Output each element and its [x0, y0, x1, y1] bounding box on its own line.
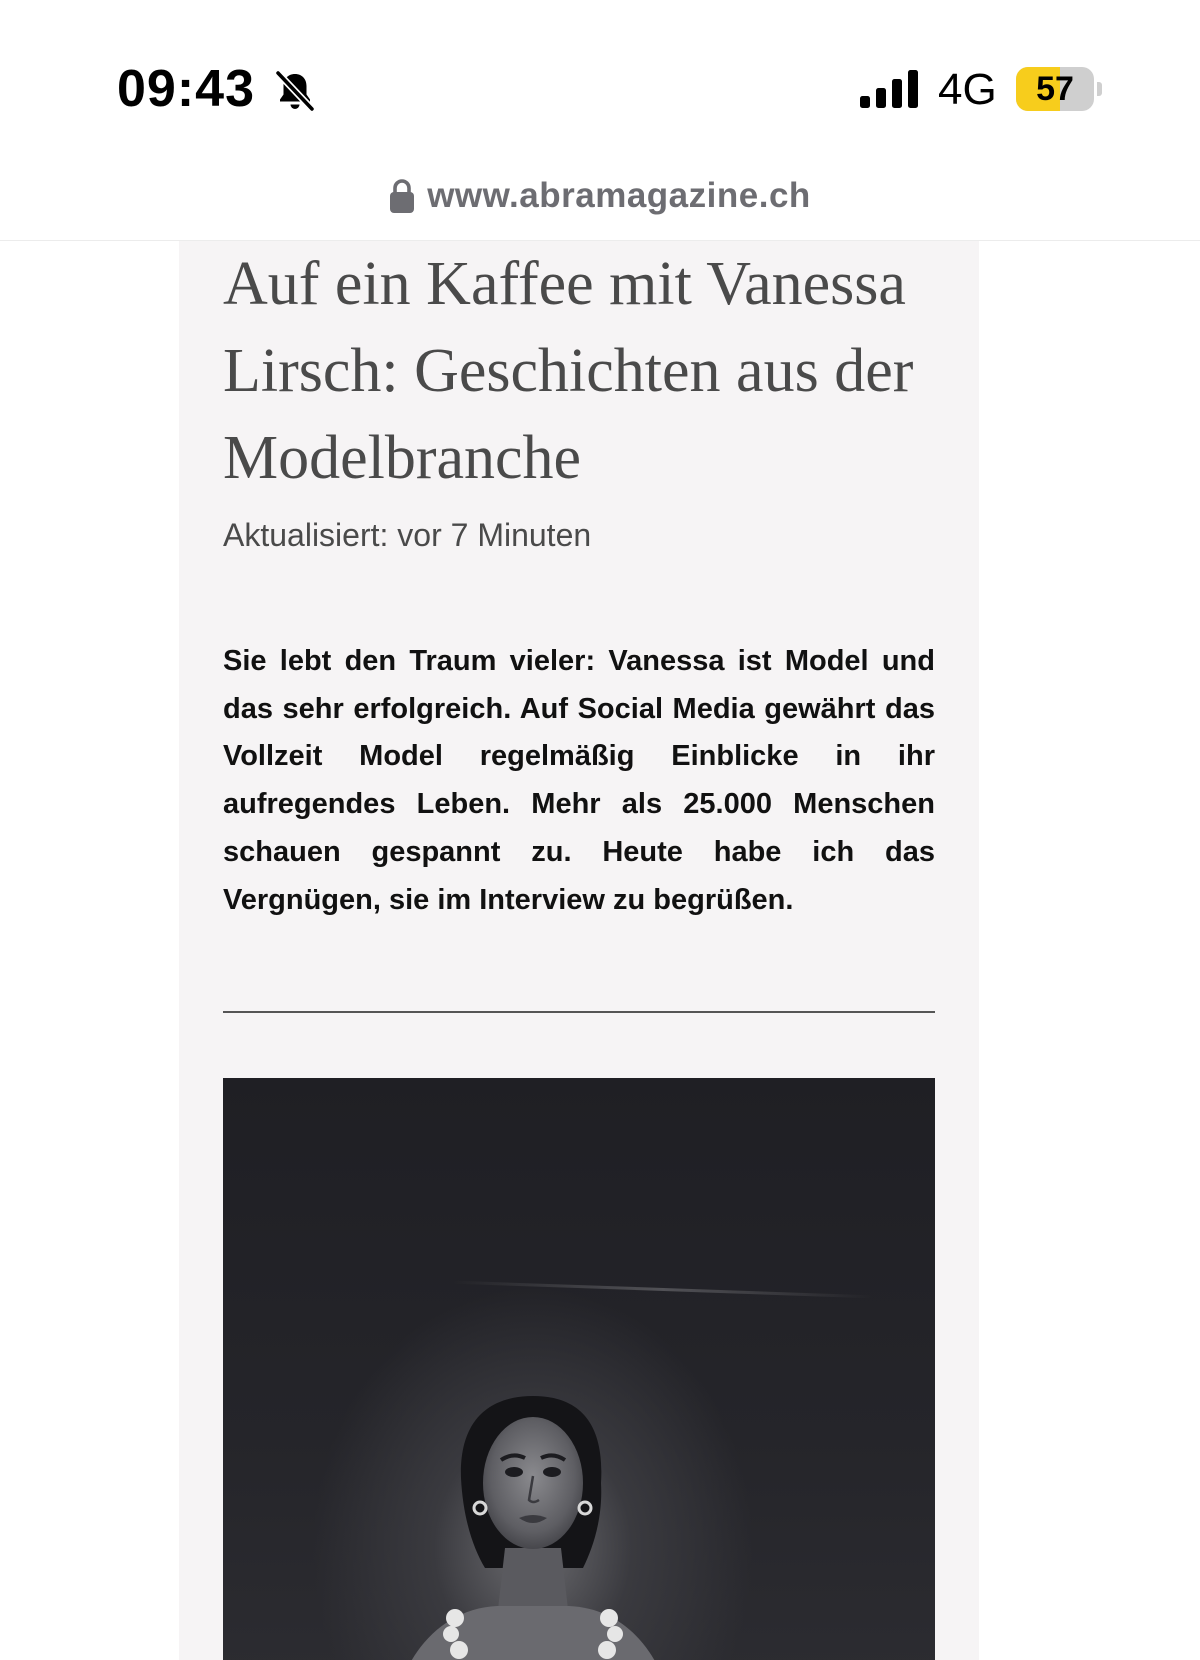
updated-timestamp: Aktualisiert: vor 7 Minuten — [223, 517, 592, 553]
address-bar-content[interactable] — [389, 176, 811, 216]
battery-indicator — [1016, 67, 1094, 111]
status-bar — [0, 0, 1200, 150]
article-title: Auf ein Kaffee mit Vanessa Lirsch: Geschichten aus der Modelbranche — [223, 250, 914, 492]
cellular-signal-icon — [860, 70, 922, 110]
network-type: 4G — [938, 65, 997, 114]
divider — [223, 1011, 935, 1013]
bell-slash-icon — [272, 68, 318, 114]
battery-cap — [1097, 82, 1102, 96]
hero-image[interactable] — [223, 1078, 935, 1660]
lock-icon — [389, 178, 415, 214]
address-bar[interactable] — [0, 170, 1200, 241]
url-text[interactable]: www.abramagazine.ch — [427, 176, 811, 215]
article-lead: Sie lebt den Traum vieler: Vanessa ist Model und das sehr erfolgreich. Auf Social Media gewährt das Vollzeit Model regelmäßig Einblicke in ihr aufregendes Leben. Mehr als 25.000 Menschen schauen gespannt zu. Heute habe ich das Vergnügen, sie im Interview zu begrüßen. — [223, 645, 935, 916]
portrait-figure — [223, 1078, 935, 1660]
battery-level: 57 — [1036, 70, 1074, 108]
article-container — [179, 241, 979, 1660]
status-time: 09:43 — [117, 60, 255, 118]
